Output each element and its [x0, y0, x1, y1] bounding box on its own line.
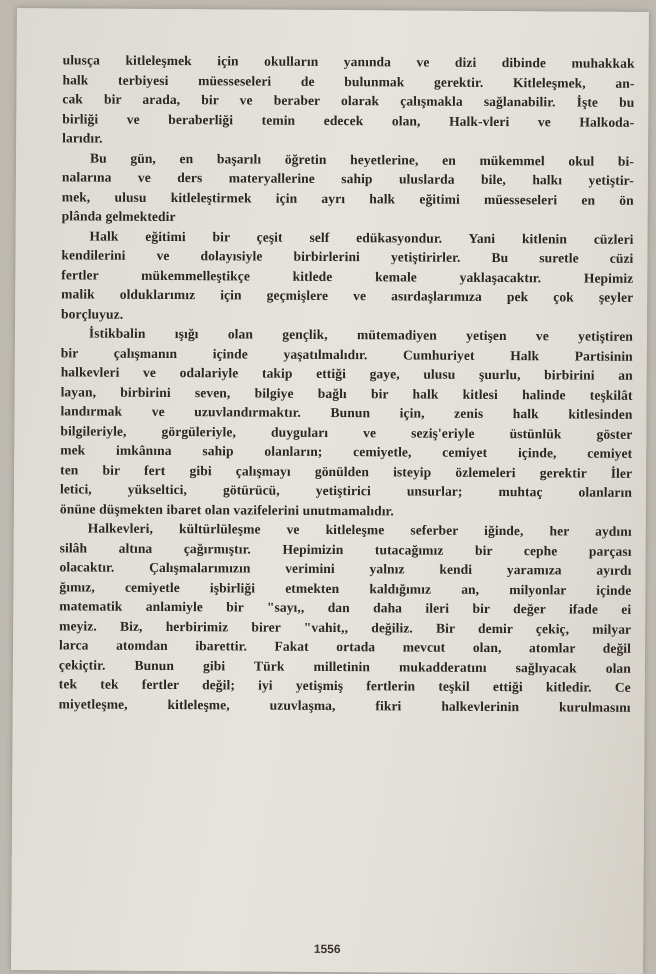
text-line: landırmak ve uzuvlandırmaktır. Bunun için, zenis halk kitlesinden — [60, 403, 633, 422]
text-line: önüne düşmekten ibaret olan vazifelerini unutmamalıdır. — [59, 500, 394, 518]
text-line: matematik anlamiyle bir "sayı,, dan daha ileri bir değer ifade ei — [59, 598, 632, 617]
text-line: meyiz. Biz, herbirimiz birer "vahit,, değiliz. Bir demir çekiç, milyar — [59, 617, 632, 637]
text-line: miyetleşme, kitleleşme, uzuvlaşma, fikri halkevlerinin kurulmasını — [58, 695, 631, 715]
text-line: halk terbiyesi müesseseleri de bulunmak gerektir. Kitleleşmek, an- — [62, 71, 635, 91]
text-line: malik olduklarımız için geçmişlere ve asırdaşlarımıza pek çok şeyler — [61, 286, 634, 305]
text-line: tek tek fertler değil; iyi yetişmiş fertlerin teşkil ettiği kitledir. Ce — [58, 676, 631, 695]
body-text — [59, 50, 635, 716]
text-line: mek, ulusu kitleleştirmek için ayrı halk eğitimi müesseseleri en ön — [61, 188, 634, 208]
page-number: 1556 — [313, 941, 341, 957]
text-line: mek imkânına sahip olanların; cemiyetle, cemiyet içinde, cemiyet — [60, 442, 633, 461]
text-line: halkevleri ve odalariyle takip ettiği gaye, ulusu şuurlu, birbirini an — [60, 364, 633, 383]
text-line: çekiçtir. Bunun gibi Türk milletinin mukadderatını sağlıyacak olan — [58, 656, 631, 676]
text-line: silâh altına çağırmıştır. Hepimizin tutacağımız bir cephe parçası — [59, 539, 632, 559]
text-line: ten bir fert gibi çalışmayı gönülden isteyip özlemeleri gerektir İler — [60, 461, 633, 481]
text-line: kendilerini ve dolayısiyle birbirlerini yetiştirirler. Bu suretle cüzi — [61, 247, 634, 266]
text-line: olacaktır. Çalışmalarımızın verimini yalnız kendi yaramıza ayırdı — [59, 559, 632, 578]
text-line: bilgileriyle, görgüleriyle, duyguları ve seziş'eriyle üstünlük göster — [60, 422, 633, 442]
text-line: layan, birbirini seven, bilgiye bağlı bir halk kitlesi halinde teşkilât — [60, 383, 633, 403]
text-line: nalarına ve ders materyallerine sahip uluslarda bile, halkı yetiştir- — [61, 169, 634, 188]
text-line: letici, yükseltici, götürücü, yetiştirici unsurlar; muhtaç olanların — [59, 481, 633, 500]
text-line: plânda gelmektedir — [61, 208, 176, 225]
text-line: Bu gün, en başarılı öğretin heyetlerine, en mükemmel okul bi- — [89, 150, 635, 169]
text-line: Halk eğitimi bir çeşit self edükasyondur. Yani kitlenin cüzleri — [89, 228, 634, 247]
text-line: ulusça kitleleşmek için okulların yanında ve dizi dibinde muhakkak — [62, 52, 635, 71]
text-line: Halkevleri, kültürlüleşme ve kitleleşme seferber iğinde, her aydını — [87, 520, 632, 539]
text-line: bir çalışmanın içinde yaşatılmalıdır. Cumhuriyet Halk Partisinin — [60, 344, 633, 364]
text-line: İstikbalin ışığı olan gençlik, mütemadiyen yetişen ve yetiştiren — [88, 325, 633, 344]
text-line: birliği ve beraberliği temin edecek olan, Halk-vleri ve Halkoda- — [62, 110, 635, 130]
text-line: fertler mükemmelleştikçe kitlede kemale yaklaşacaktır. Hepimiz — [61, 266, 634, 286]
text-line: borçluyuz. — [61, 305, 124, 322]
book-page — [11, 8, 649, 974]
text-line: larıdır. — [62, 130, 103, 146]
text-line: larca atomdan ibarettir. Fakat ortada mevcut olan, atomlar değil — [59, 637, 632, 656]
text-line: cak bir arada, bir ve beraber olarak çalışmakla sağlanabilir. İşte bu — [62, 91, 635, 110]
text-line: ğımız, cemiyetle işbirliği etmekten kaldığımız an, milyonlar içinde — [59, 578, 632, 598]
